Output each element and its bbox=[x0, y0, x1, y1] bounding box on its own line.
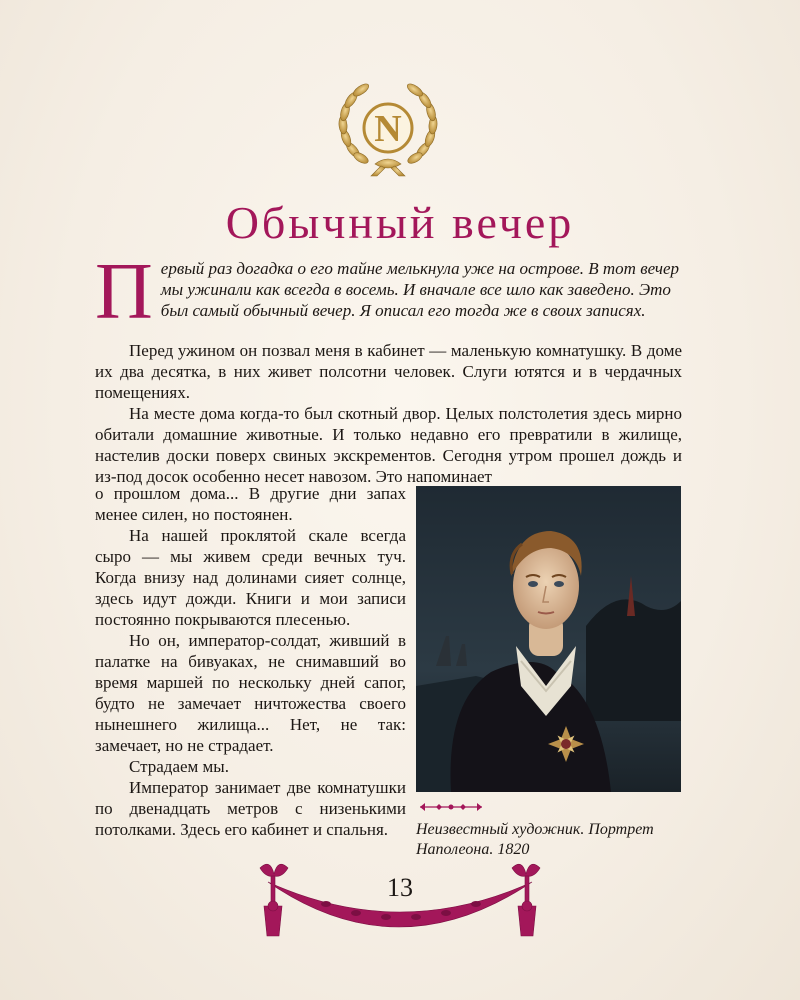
body-paragraph-continuation: о прошлом дома... В другие дни запах менее силен, но постоянен. bbox=[95, 484, 406, 524]
body-text-column bbox=[95, 483, 406, 840]
page-number: 13 bbox=[387, 873, 413, 902]
laurel-wreath-emblem bbox=[333, 78, 443, 178]
figure-caption: Неизвестный художник. Портрет Наполеона. 1820 bbox=[416, 821, 654, 858]
body-paragraph: Но он, император-солдат, живший в палатке на бивуаках, не снимавший во время маршей по нескольку дней сапог, будто не замечает ничтожества своего нынешнего жилища... Нет, не так: замечает, но не страдает. bbox=[95, 631, 406, 755]
body-paragraph: На месте дома когда-то был скотный двор. Целых полстолетия здесь мирно обитали домашние животные. И только недавно его превратили в жилище, настелив доски поверх свиных экскрементов. Сегодня утром прошел дождь и из-под досок особенно несет навозом. Это напоминает bbox=[95, 404, 682, 486]
intro-text: ервый раз догадка о его тайне мелькнула уже на острове. В тот вечер мы ужинали как всегда в восемь. И вначале все шло как заведено. Это был самый обычный вечер. Я описал его тогда же в своих записях. bbox=[160, 259, 680, 320]
body-paragraph: На нашей проклятой скале всегда сыро — мы живем среди вечных туч. Когда внизу над долинами сияет солнце, здесь идут дожди. Книги и мои записи постоянно покрываются плесенью. bbox=[95, 526, 406, 629]
body-text-full-width bbox=[95, 340, 682, 487]
body-paragraph: Император занимает две комнатушки по двенадцать метров с низенькими потолками. Здесь его кабинет и спальня. bbox=[95, 778, 406, 839]
intro-paragraph bbox=[95, 248, 685, 336]
chapter-title: Обычный вечер bbox=[225, 197, 575, 248]
body-paragraph: Страдаем мы. bbox=[129, 757, 229, 776]
body-paragraph: Перед ужином он позвал меня в кабинет — маленькую комнатушку. В доме их два десятка, в них живет полсотни человек. Слуги ютятся и в чердачных помещениях. bbox=[95, 341, 682, 402]
emblem-letter: N bbox=[374, 108, 402, 150]
drop-cap: П bbox=[95, 248, 153, 336]
caption-divider-icon bbox=[416, 800, 486, 814]
portrait-painting bbox=[416, 486, 681, 792]
